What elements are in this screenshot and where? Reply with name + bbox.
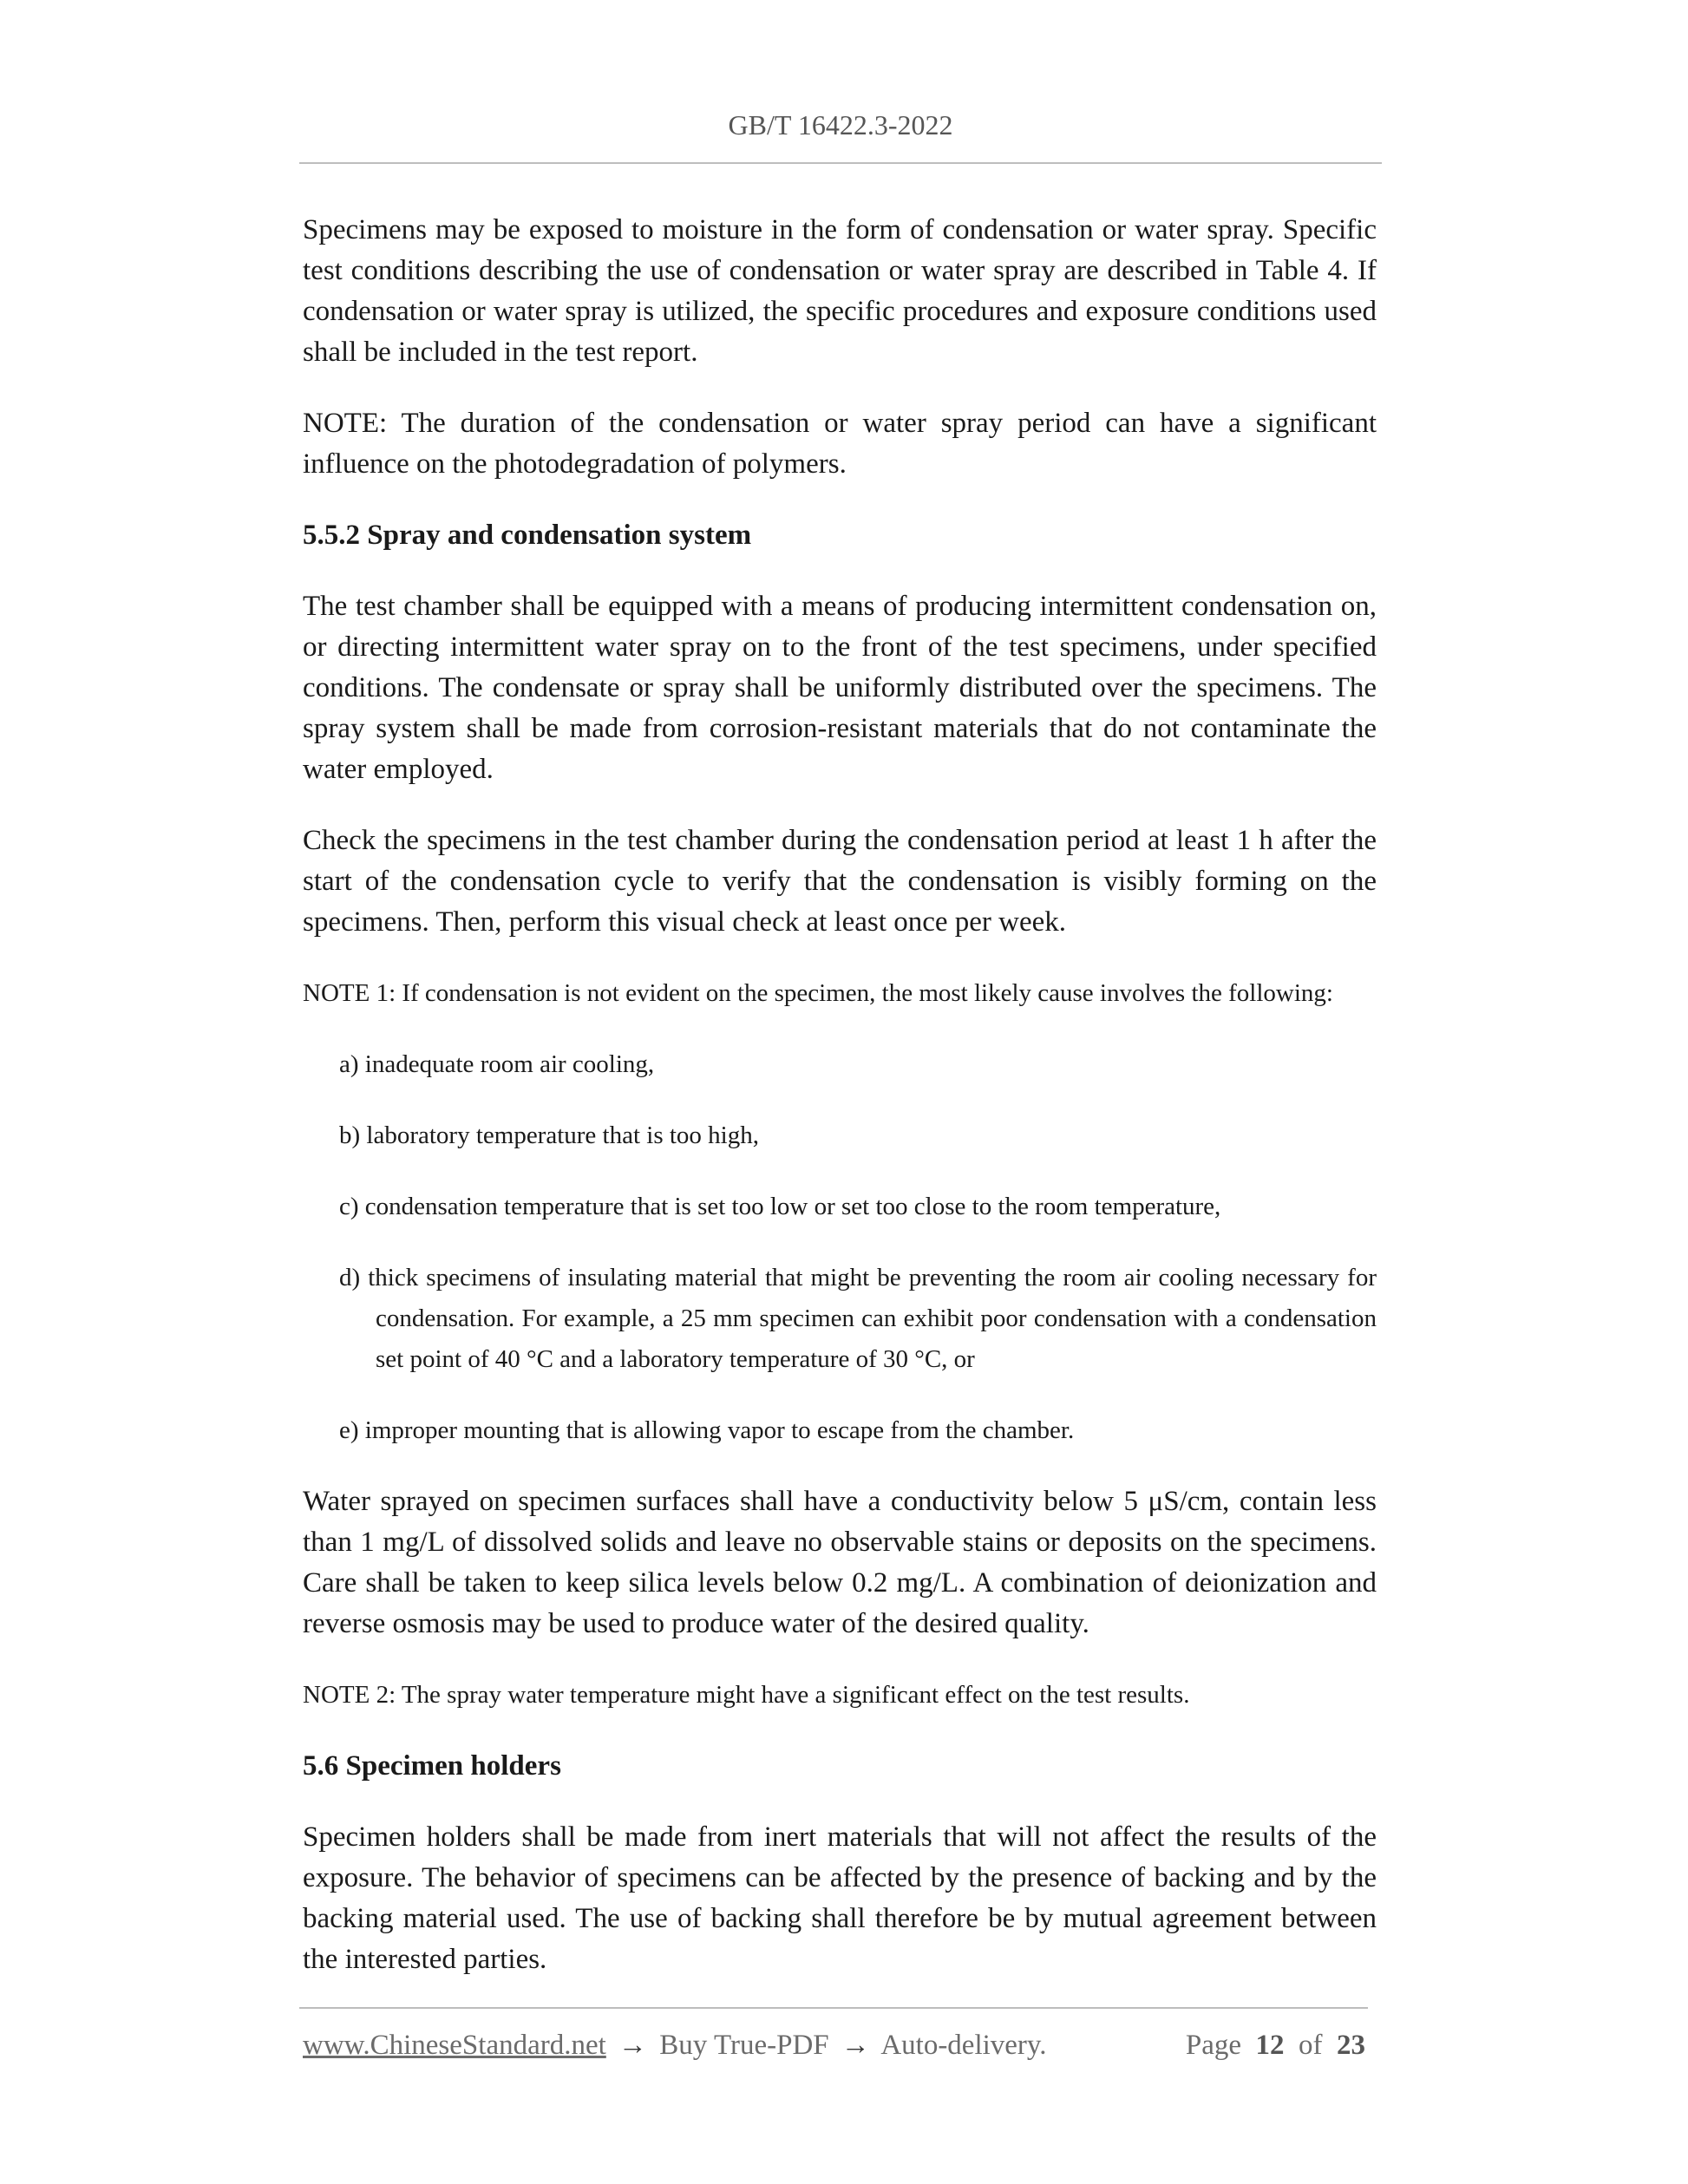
note-duration: NOTE: The duration of the condensation or water spray period can have a significant influence on the photodegradation of polymers. [303, 408, 1377, 480]
note-1-item-c: c) condensation temperature that is set too low or set too close to the room temperature, [339, 1193, 1221, 1220]
note-1-item-e: e) improper mounting that is allowing vapor to escape from the chamber. [339, 1416, 1075, 1444]
header-divider [299, 162, 1382, 164]
page-total: 23 [1337, 2030, 1365, 2061]
section-heading-5-6: 5.6 Specimen holders [303, 1750, 561, 1782]
website-link[interactable]: www.ChineseStandard.net [303, 2030, 606, 2061]
paragraph-water: Water sprayed on specimen surfaces shall have a conductivity below 5 μS/cm, contain less than 1 mg/L of dissolved solids and leave no observable stains or deposits on the specimens. Care shall be taken to keep silica levels below 0.2 mg/L. A combination of deionization and reverse osmosis may be used to produce water of the desired quality. [303, 1486, 1377, 1639]
footer-divider [299, 2007, 1368, 2009]
paragraph-moisture: Specimens may be exposed to moisture in the form of condensation or water spray. Specific test conditions describing the use of condensation or water spray are described in Table 4. If condensation or water spray is utilized, the specific procedures and exposure conditions used shall be included in the test report. [303, 214, 1377, 368]
paragraph-check: Check the specimens in the test chamber during the condensation period at least 1 h after the start of the condensation cycle to verify that the condensation is visibly forming on the specimens. Then, perform this visual check at least once per week. [303, 825, 1377, 938]
document-body [303, 210, 1377, 2011]
note-1: NOTE 1: If condensation is not evident on the specimen, the most likely cause involves the following: [303, 979, 1333, 1007]
note-2: NOTE 2: The spray water temperature might have a significant effect on the test results. [303, 1681, 1190, 1709]
page-number [1186, 2030, 1365, 2062]
page-of-label: of [1299, 2030, 1323, 2061]
buy-true-pdf-text: Buy True-PDF [659, 2030, 829, 2061]
page-current: 12 [1255, 2030, 1285, 2061]
document-header-title: GB/T 16422.3-2022 [728, 109, 953, 141]
note-1-item-b: b) laboratory temperature that is too high, [339, 1121, 759, 1149]
auto-delivery-text: Auto-delivery. [880, 2030, 1047, 2061]
note-1-item-a: a) inadequate room air cooling, [339, 1050, 655, 1078]
note-1-item-d: d) thick specimens of insulating material that might be preventing the room air cooling necessary for condensation. For example, a 25 mm specimen can exhibit poor condensation with a condensation set point of 40 °C and a laboratory temperature of 30 °C, or [339, 1264, 1377, 1373]
section-heading-5-5-2: 5.5.2 Spray and condensation system [303, 520, 752, 551]
page-label: Page [1185, 2030, 1241, 2061]
paragraph-holders: Specimen holders shall be made from inert materials that will not affect the results of the exposure. The behavior of specimens can be affected by the presence of backing and by the backing material used. The use of backing shall therefore be by mutual agreement between the interested parties. [303, 1821, 1377, 1975]
footer-promo [303, 2030, 1047, 2062]
arrow-right-icon: → [618, 2030, 648, 2061]
arrow-right-icon: → [841, 2030, 870, 2061]
paragraph-chamber: The test chamber shall be equipped with a means of producing intermittent condensation on, or directing intermittent water spray on to the front of the test specimens, under specified conditions. The condensate or spray shall be uniformly distributed over the specimens. The spray system shall be made from corrosion-resistant materials that do not contaminate the water employed. [303, 591, 1377, 785]
